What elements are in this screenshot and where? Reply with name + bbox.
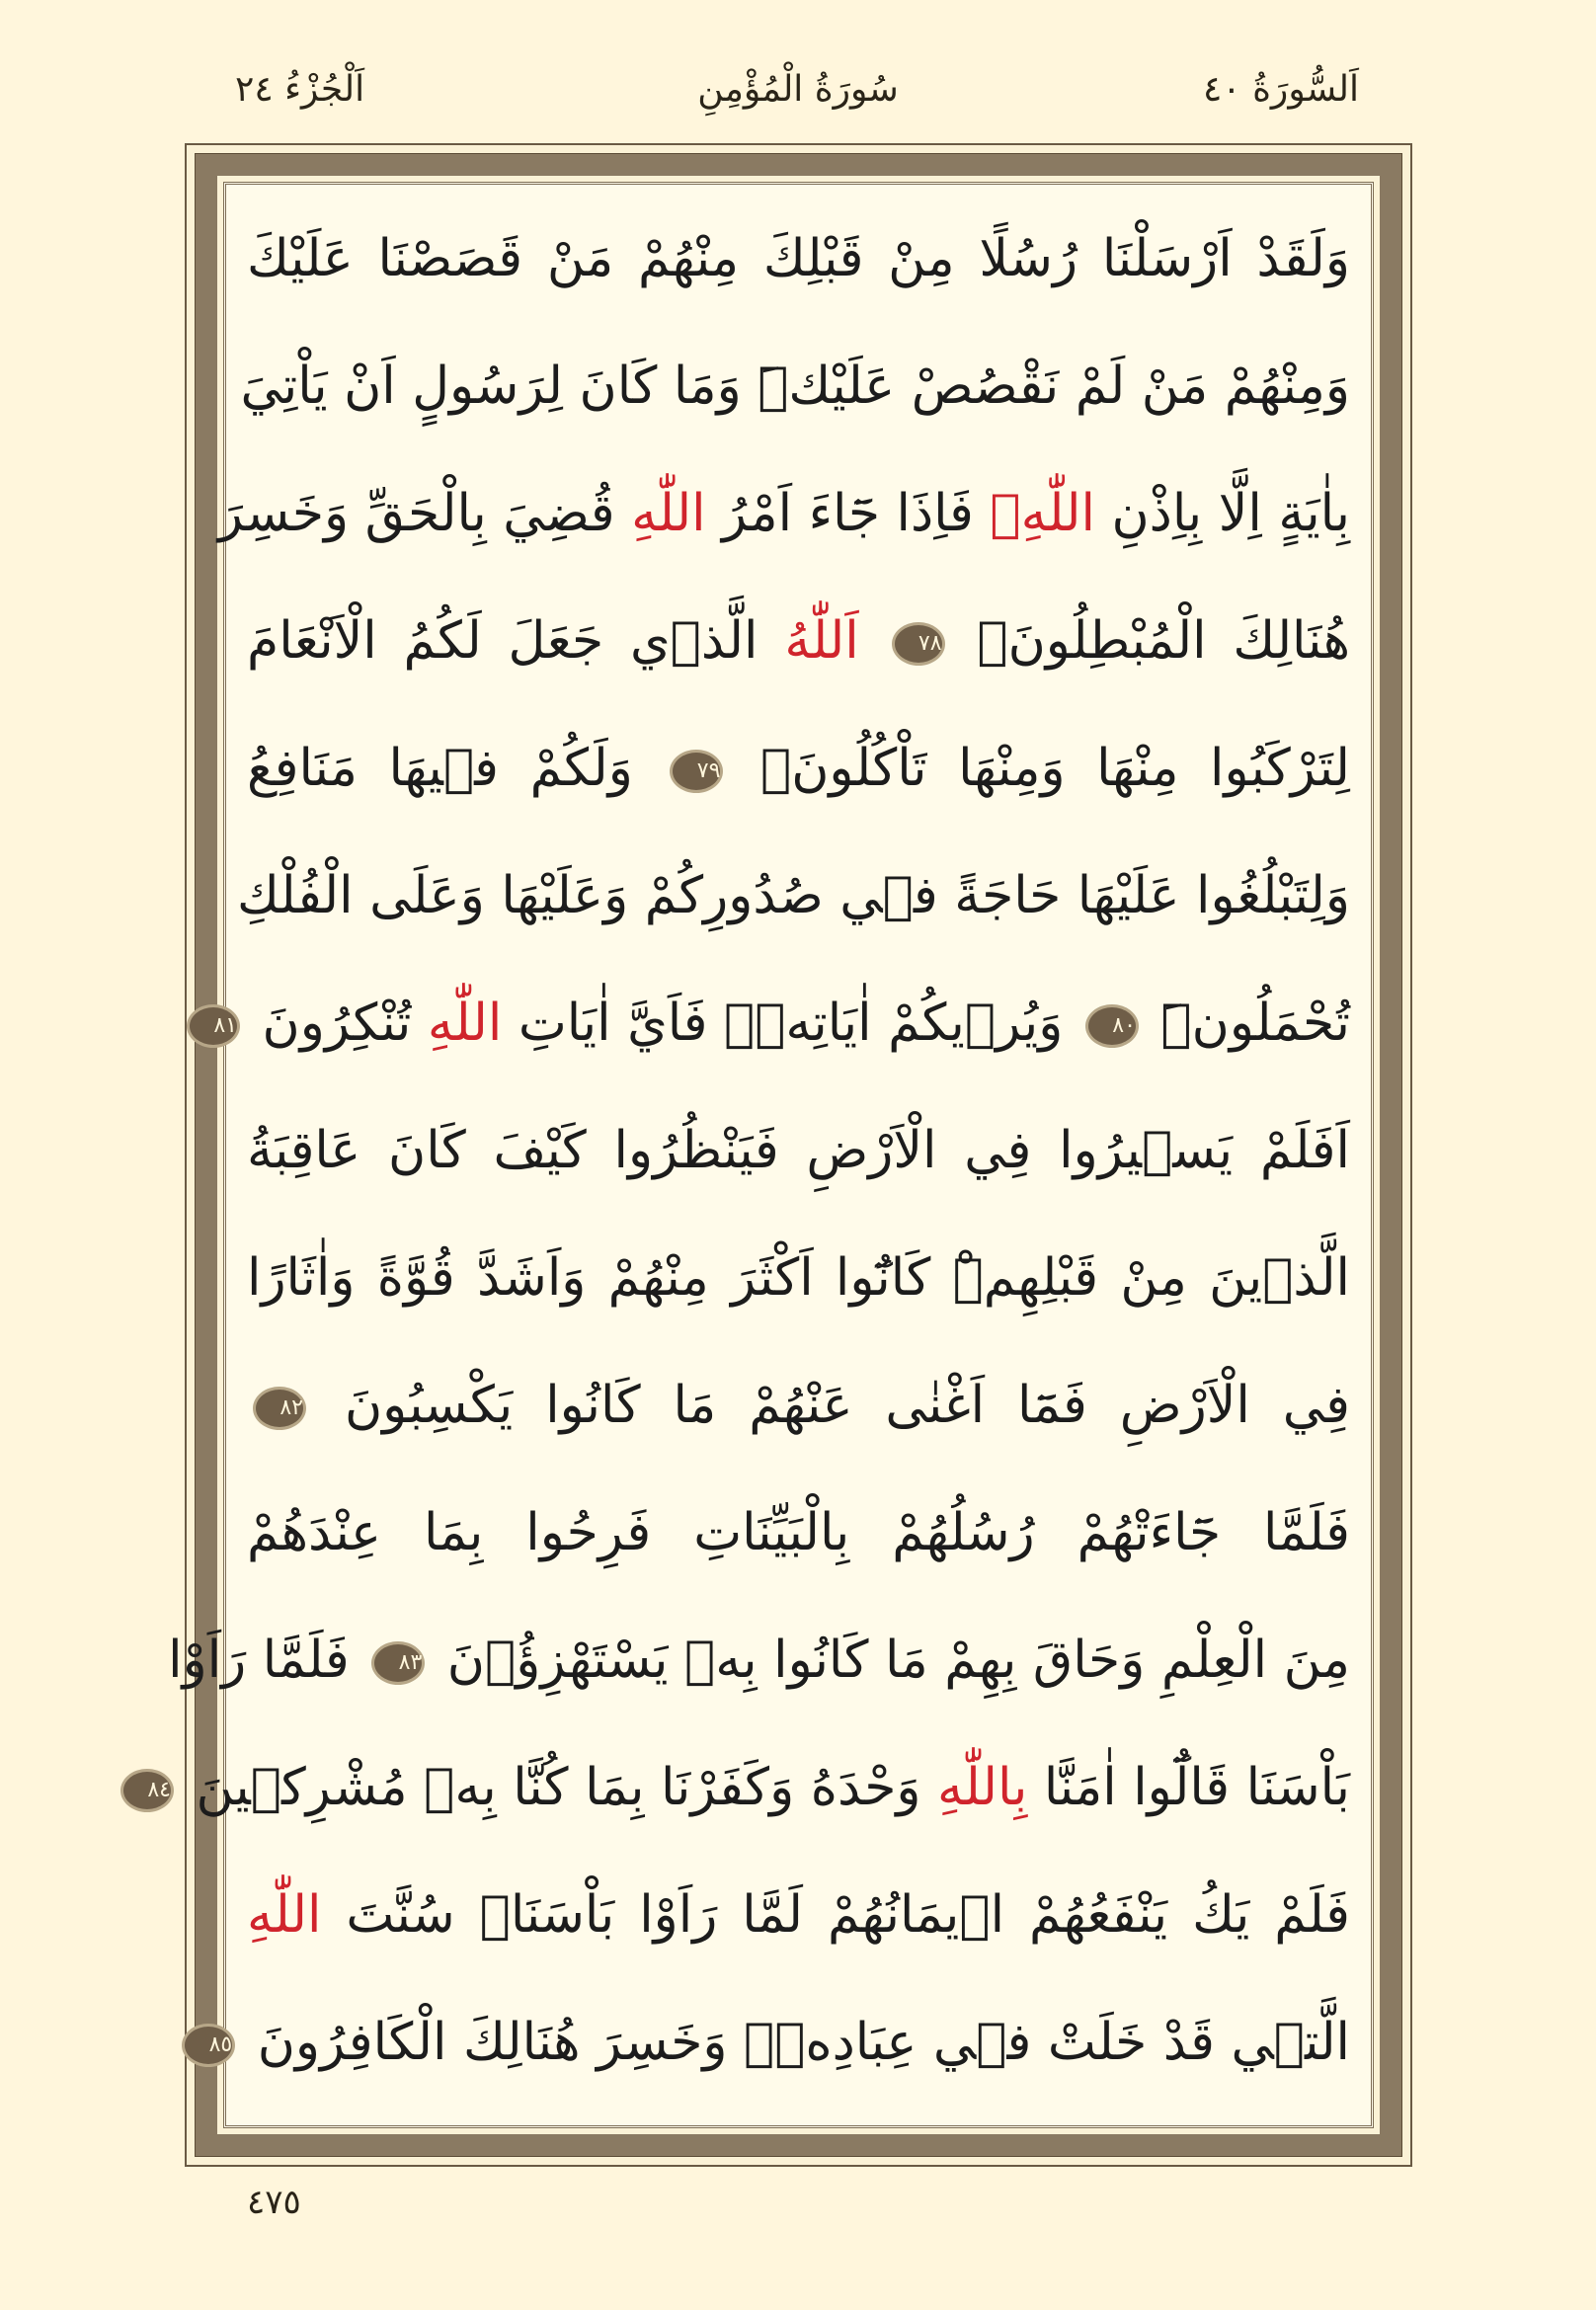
verse-text: هُنَالِكَ الْمُبْطِلُونَ۟ — [950, 611, 1351, 671]
text-line — [247, 707, 1350, 830]
ayah-number-marker: ٨٥ — [182, 2024, 235, 2067]
verse-text: وَيُر۪يكُمْ اٰيَاتِه۪ۗ فَاَيَّ اٰيَاتِ — [502, 994, 1079, 1053]
text-line — [247, 1472, 1350, 1594]
verse-text: قُضِيَ بِالْحَقِّ وَخَسِرَ — [217, 484, 632, 543]
verse-text: الَّت۪ي قَدْ خَلَتْ ف۪ي عِبَادِه۪ۚ وَخَسِرَ هُنَالِكَ الْكَافِرُونَ — [241, 2013, 1350, 2072]
verse-text: وَلِتَبْلُغُوا عَلَيْهَا حَاجَةً ف۪ي صُدُورِكُمْ وَعَلَيْهَا وَعَلَى الْفُلْكِ — [236, 866, 1350, 925]
verse-text — [859, 611, 886, 671]
divine-name: اَللّٰهُ — [784, 611, 859, 671]
verse-text: وَلَكُمْ ف۪يهَا مَنَافِعُ — [247, 739, 665, 798]
text-line — [168, 1599, 1350, 1721]
verse-text: تُنْكِرُونَ — [245, 994, 428, 1053]
verse-text: وَمِنْهُمْ مَنْ لَمْ نَقْصُصْ عَلَيْكَۜ وَمَا كَانَ لِرَسُولٍ اَنْ يَاْتِيَ — [240, 357, 1350, 416]
ayah-number-marker: ٨١ — [187, 1004, 240, 1048]
verse-text: بِاٰيَةٍ اِلَّا بِاِذْنِ — [1094, 484, 1350, 543]
text-line — [247, 1089, 1350, 1212]
verse-text: وَحْدَهُ وَكَفَرْنَا بِمَا كُنَّا بِه۪ مُشْرِك۪ينَ — [179, 1758, 938, 1817]
text-line — [213, 962, 1350, 1084]
text-line — [208, 1981, 1350, 2104]
page-number: ٤٧٥ — [247, 2183, 301, 2222]
text-line — [247, 1217, 1350, 1339]
ayah-number-marker: ٨٠ — [1085, 1004, 1139, 1048]
verse-text: تُحْمَلُونَۜ — [1144, 994, 1350, 1053]
verse-text: فِي الْاَرْضِ فَمَٓا اَغْنٰى عَنْهُمْ مَا كَانُوا يَكْسِبُونَ — [312, 1376, 1350, 1435]
divine-name: اللّٰهِ — [631, 484, 706, 543]
verse-text: فَلَمَّا جَٓاءَتْهُمْ رُسُلُهُمْ بِالْبَيِّنَاتِ فَرِحُوا بِمَا عِنْدَهُمْ — [247, 1503, 1350, 1562]
verse-text: اَفَلَمْ يَس۪يرُوا فِي الْاَرْضِ فَيَنْظُرُوا كَيْفَ كَانَ عَاقِبَةُ — [247, 1121, 1350, 1180]
verse-text: لِتَرْكَبُوا مِنْهَا وَمِنْهَا تَاْكُلُونَۘ — [729, 739, 1350, 798]
page-header — [0, 69, 1596, 138]
divine-name: اللّٰهِ — [247, 1885, 322, 1945]
verse-text: فَاِذَا جَٓاءَ اَمْرُ — [705, 484, 991, 543]
verse-text: وَلَقَدْ اَرْسَلْنَا رُسُلًا مِنْ قَبْلِكَ مِنْهُمْ مَنْ قَصَصْنَا عَلَيْكَ — [247, 229, 1350, 288]
text-line — [247, 1344, 1350, 1467]
divine-name: اللّٰهِ — [427, 994, 503, 1053]
ayah-number-marker: ٨٣ — [371, 1641, 425, 1685]
divine-name: اللّٰهِۚ — [990, 484, 1095, 543]
verse-text: الَّذ۪ي جَعَلَ لَكُمُ الْاَنْعَامَ — [247, 611, 785, 671]
text-line — [247, 198, 1350, 320]
surah-name: سُورَةُ الْمُؤْمِنِ — [697, 69, 899, 110]
surah-number: اَلسُّورَةُ ٤٠ — [1202, 69, 1359, 110]
text-line — [247, 1854, 1350, 1976]
verse-text: مِنَ الْعِلْمِ وَحَاقَ بِهِمْ مَا كَانُوا بِه۪ يَسْتَهْزِؤُ۫نَ — [431, 1631, 1350, 1690]
ayah-number-marker: ٧٩ — [670, 750, 723, 793]
text-line — [240, 325, 1350, 447]
quran-text-area — [147, 198, 1351, 2113]
juz-number: اَلْجُزْءُ ٢٤ — [235, 69, 365, 110]
text-line — [247, 580, 1350, 702]
text-line — [147, 1726, 1350, 1849]
verse-text: بَاْسَنَا قَالُٓوا اٰمَنَّا — [1027, 1758, 1350, 1817]
text-line — [236, 835, 1350, 957]
ayah-number-marker: ٧٨ — [892, 622, 945, 666]
ayah-number-marker: ٨٤ — [120, 1769, 174, 1812]
text-line — [217, 452, 1350, 575]
ayah-number-marker: ٨٢ — [253, 1387, 306, 1430]
verse-text: الَّذ۪ينَ مِنْ قَبْلِهِمْۜ كَانُٓوا اَكْثَرَ مِنْهُمْ وَاَشَدَّ قُوَّةً وَاٰثَارًا — [247, 1248, 1350, 1308]
verse-text: فَلَمَّا رَاَوْا — [168, 1631, 366, 1690]
verse-text: فَلَمْ يَكُ يَنْفَعُهُمْ ا۪يمَانُهُمْ لَمَّا رَاَوْا بَاْسَنَاۜ سُنَّتَ — [321, 1885, 1350, 1945]
divine-name: بِاللّٰهِ — [937, 1758, 1028, 1817]
